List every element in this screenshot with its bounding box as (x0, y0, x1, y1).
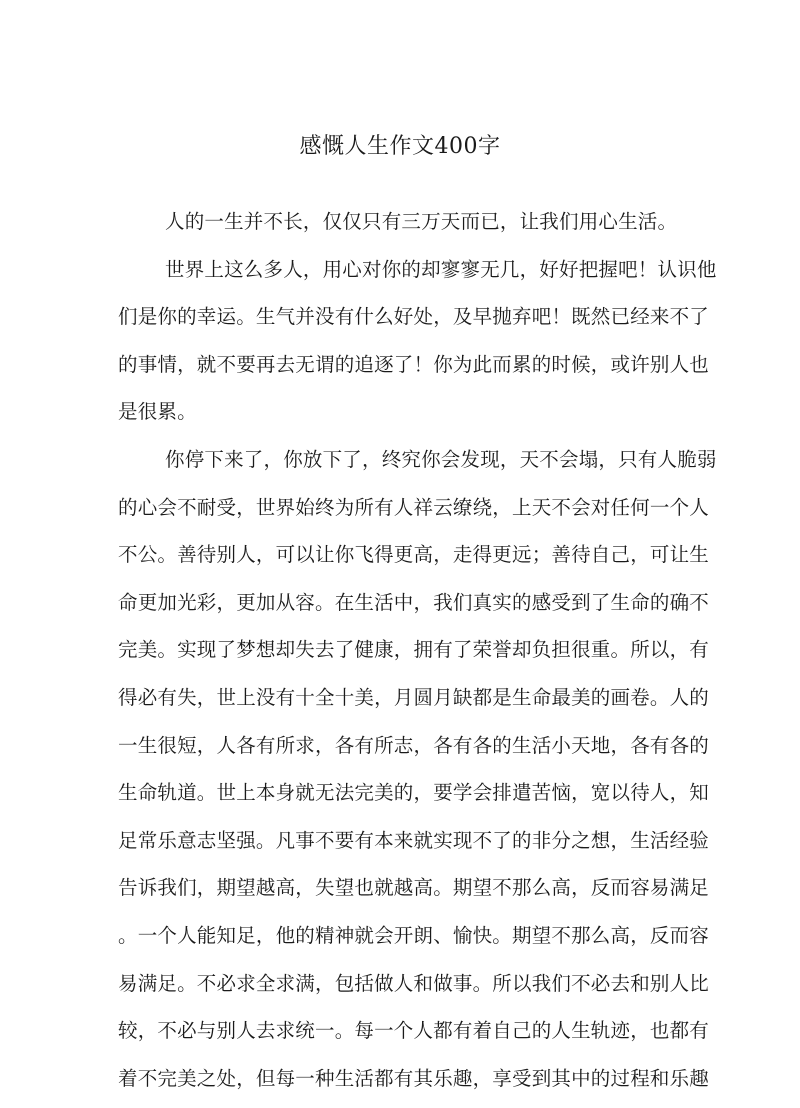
text-line: 命更加光彩，更加从容。在生活中，我们真实的感受到了生命的确不 (118, 590, 710, 614)
text-line: 足常乐意志坚强。凡事不要有本来就实现不了的非分之想，生活经验 (118, 828, 710, 852)
text-line: 易满足。不必求全求满，包括做人和做事。所以我们不必去和别人比 (118, 971, 710, 995)
text-line: 的心会不耐受，世界始终为所有人祥云缭绕，上天不会对任何一个人 (118, 495, 710, 519)
document-body (118, 204, 717, 1108)
text-line: 人的一生并不长，仅仅只有三万天而已，让我们用心生活。 (165, 210, 678, 233)
text-line: 。一个人能知足，他的精神就会开朗、愉快。期望不那么高，反而容 (118, 923, 710, 947)
text-line: 一生很短，人各有所求，各有所志，各有各的生活小天地，各有各的 (118, 733, 710, 757)
text-line: 不公。善待别人，可以让你飞得更高，走得更远；善待自己，可让生 (118, 543, 710, 567)
text-line: 告诉我们，期望越高，失望也就越高。期望不那么高，反而容易满足 (118, 876, 710, 900)
text-line: 是很累。 (118, 400, 197, 424)
text-line: 生命轨道。世上本身就无法完美的，要学会排遣苦恼，宽以待人，知 (118, 781, 710, 805)
text-line: 你停下来了，你放下了，终究你会发现，天不会塌，只有人脆弱 (165, 447, 717, 471)
text-line: 完美。实现了梦想却失去了健康，拥有了荣誉却负担很重。所以，有 (118, 638, 710, 662)
text-line: 较，不必与别人去求统一。每一个人都有着自己的人生轨迹，也都有 (118, 1019, 710, 1043)
document-title: 感慨人生作文400字 (299, 134, 501, 159)
text-line: 们是你的幸运。生气并没有什么好处，及早抛弃吧！既然已经来不了 (118, 305, 710, 329)
text-line: 着不完美之处，但每一种生活都有其乐趣，享受到其中的过程和乐趣 (118, 1066, 710, 1090)
text-line: 的事情，就不要再去无谓的追逐了！你为此而累的时候，或许别人也 (118, 352, 710, 376)
text-line: 世界上这么多人，用心对你的却寥寥无几，好好把握吧！认识他 (165, 257, 717, 281)
text-line: 得必有失，世上没有十全十美，月圆月缺都是生命最美的画卷。人的 (118, 685, 710, 709)
